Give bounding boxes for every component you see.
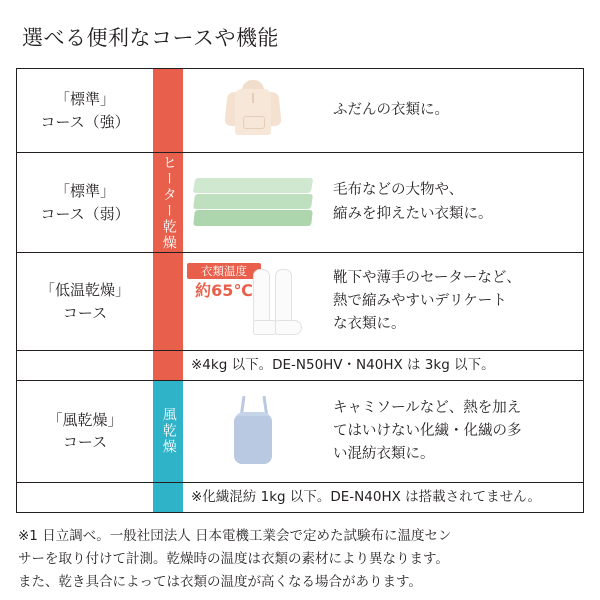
course-name-line1: 「低温乾燥」	[39, 281, 130, 299]
description-line: い混紡衣類に。	[333, 445, 435, 462]
course-image-cell	[183, 153, 323, 252]
badge-label: 衣類温度	[187, 263, 261, 279]
mode-label-air: 風乾燥	[160, 407, 177, 456]
course-image-cell	[183, 381, 323, 482]
description-line: な衣類に。	[333, 316, 406, 333]
course-name-line2: コース（強）	[40, 112, 130, 131]
mode-label-heater: ヒーター乾燥	[160, 154, 177, 251]
mode-band-air	[153, 381, 183, 482]
course-name-line2: コース	[62, 433, 108, 452]
course-name-line2: コース（弱）	[40, 204, 130, 223]
description-line: 靴下や薄手のセーターなど、	[333, 269, 521, 286]
description-line: ふだんの衣類に。	[333, 101, 449, 118]
course-name-cell	[17, 381, 153, 482]
course-description-cell	[323, 69, 583, 152]
course-name-line1: 「標準」	[54, 182, 115, 200]
page-title: 選べる便利なコースや機能	[22, 26, 279, 50]
mode-band-heater	[153, 153, 183, 252]
course-image-cell	[183, 69, 323, 152]
course-name-cell	[17, 253, 153, 350]
course-name-line1: 「風乾燥」	[47, 410, 123, 429]
badge-value: 約65℃	[195, 281, 253, 301]
course-name-line2: コース	[62, 303, 108, 322]
mode-band-heater	[153, 69, 183, 152]
table-row	[17, 253, 583, 351]
footnote-line: ※1 日立調べ。一般社団法人 日本電機工業会で定めた試験布に温度セン	[18, 527, 452, 544]
table-row	[17, 153, 583, 253]
course-image-cell	[183, 253, 323, 350]
description-line: キャミソールなど、熱を加え	[333, 399, 522, 416]
footnote-line: また、乾き具合によっては衣類の温度が高くなる場合があります。	[18, 574, 422, 591]
mode-band-air	[153, 483, 183, 512]
camisole-illustration	[226, 396, 280, 466]
course-description-cell	[323, 381, 583, 482]
description-line: 縮みを抑えたい衣類に。	[333, 205, 493, 222]
note-spacer	[17, 483, 153, 512]
heater-note-text: ※4kg 以下。DE-N50HV・N40HX は 3kg 以下。	[191, 357, 495, 373]
hoodie-illustration	[226, 80, 280, 142]
mode-band-heater	[153, 351, 183, 380]
blanket-illustration	[194, 172, 312, 234]
table-row	[17, 69, 583, 153]
footnote	[16, 525, 584, 595]
note-spacer	[17, 351, 153, 380]
course-table	[16, 68, 584, 513]
air-note-text: ※化繊混紡 1kg 以下。DE-N40HX は搭載されてません。	[191, 488, 541, 505]
description-line: てはいけない化繊・化繊の多	[333, 422, 522, 439]
course-name-cell	[17, 69, 153, 152]
course-name-cell	[17, 153, 153, 252]
footnote-line: サーを取り付けて計測。乾燥時の温度は衣類の素材により異なります。	[18, 551, 449, 567]
description-line: 毛布などの大物や、	[333, 182, 464, 199]
socks-illustration	[245, 269, 301, 335]
mode-band-heater	[153, 253, 183, 350]
description-line: 熱で縮みやすいデリケート	[333, 292, 507, 309]
table-row	[17, 381, 583, 483]
course-description-cell	[323, 153, 583, 252]
course-name-line1: 「標準」	[54, 90, 115, 108]
course-description-cell	[323, 253, 583, 350]
air-note-row	[17, 483, 583, 513]
heater-note-row	[17, 351, 583, 381]
